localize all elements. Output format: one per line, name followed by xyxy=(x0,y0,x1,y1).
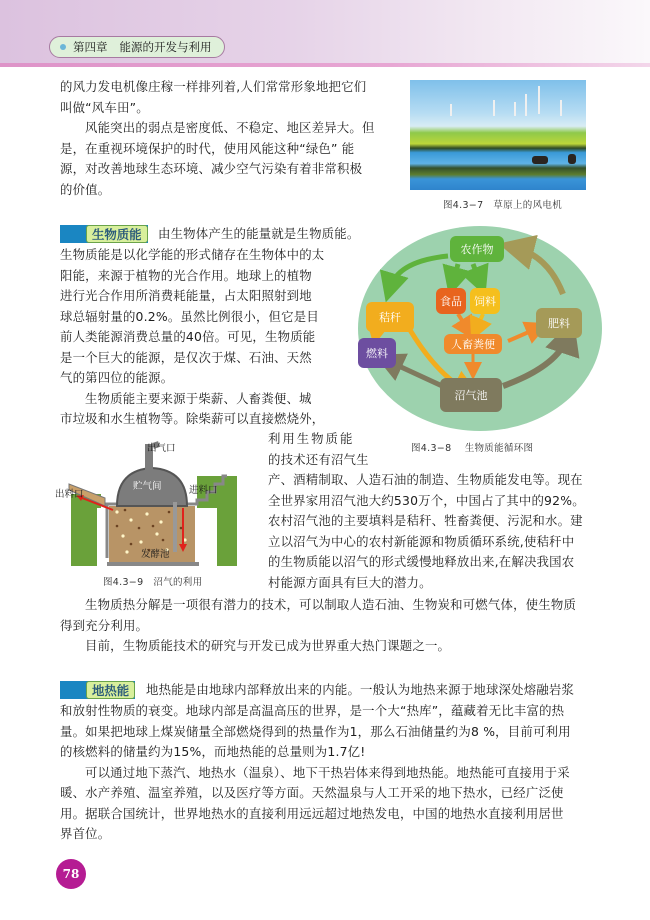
text-line: 源，对改善地球生态环境、减少空气污染有着非常积极 xyxy=(60,161,363,176)
text-line: 生物质热分解是一项很有潜力的技术，可以制取人造石油、生物炭和可燃气体，使生物质 xyxy=(85,597,577,612)
text-line: 产、酒精制取、人造石油的制造、生物质能发电等。现在 xyxy=(268,472,583,487)
page-number-badge: 78 xyxy=(56,859,86,889)
node-fuel: 燃料 xyxy=(358,338,396,368)
biogas-digester-diagram xyxy=(57,440,237,572)
biomass-closing-paragraphs xyxy=(60,595,620,657)
node-fertilizer: 肥料 xyxy=(536,308,582,338)
turbine-icon xyxy=(514,102,516,116)
label-gas-chamber: 贮气间 xyxy=(133,481,162,492)
cow-icon xyxy=(568,154,576,164)
cow-icon xyxy=(532,156,548,164)
chapter-number: 第四章 xyxy=(73,40,108,54)
label-inlet: 进料口 xyxy=(189,485,218,496)
text-line: 叫做“风车田”。 xyxy=(60,99,149,115)
bullet-dot-icon xyxy=(60,44,66,50)
text-line: 前人类能源消费总量的40倍。可见，生物质能 xyxy=(60,329,316,344)
text-line: 的生物质能以沼气的形式缓慢地释放出来,在解决我国农 xyxy=(268,554,575,569)
biomass-paragraph xyxy=(60,245,360,430)
turbine-icon xyxy=(450,104,452,116)
biomass-lead: 由生物体产生的能量就是生物质能。 xyxy=(158,226,360,241)
figure-label: 图4.3−8 xyxy=(411,443,452,454)
text-line: 风能突出的弱点是密度低、不稳定、地区差异大。但 xyxy=(85,120,375,135)
text-line: 用。据联合国统计，世界地热水的直接利用远远超过地热发电，中国的地热水直接利用居世 xyxy=(60,805,564,821)
turbine-icon xyxy=(538,86,540,114)
text-line: 得到充分利用。 xyxy=(60,617,149,633)
header-divider xyxy=(0,63,650,67)
text-line: 立以沼气为中心的农村新能源和物质循环系统,使秸秆中 xyxy=(268,533,575,549)
geothermal-paragraph xyxy=(60,701,620,845)
node-food: 食品 xyxy=(436,288,466,314)
figure-label: 图4.3−9 xyxy=(103,577,144,588)
wind-paragraph xyxy=(60,77,400,200)
label-fermentation-tank: 发酵池 xyxy=(141,549,170,560)
text-line: 全世界家用沼气池大约530万个，中国占了其中的92%。 xyxy=(268,492,585,508)
text-line: 的价值。 xyxy=(60,181,111,197)
text-line: 生物质能主要来源于柴薪、人畜粪便、城 xyxy=(85,390,312,406)
section-tag-geothermal xyxy=(60,681,135,699)
turbine-icon xyxy=(525,94,527,116)
figure-caption-4-3-7 xyxy=(443,197,562,211)
tag-bar xyxy=(60,681,135,699)
text-line: 生物质能是以化学能的形式储存在生物体中的太 xyxy=(60,247,325,262)
text-line: 农村沼气池的主要填料是秸秆、牲畜粪便、污泥和水。建 xyxy=(268,513,583,528)
text-line: 的核燃料的储量约为15%，而地热能的总量则为1.7亿! xyxy=(60,744,366,759)
text-line: 利用生物质能 xyxy=(268,431,355,446)
text-line: 阳能，来源于植物的光合作用。地球上的植物 xyxy=(60,267,312,283)
text-line: 气的第四位的能源。 xyxy=(60,370,174,385)
figure-caption-4-3-8 xyxy=(411,440,533,454)
section-tag-label: 生物质能 xyxy=(86,225,148,243)
text-line: 球总辐射量的0.2%。虽然比例很小，但它是目 xyxy=(60,308,319,324)
label-gas-outlet: 出气口 xyxy=(147,443,176,454)
wind-farm-photo xyxy=(410,80,586,190)
figure-caption-text: 生物质能循环图 xyxy=(464,443,534,454)
node-crops: 农作物 xyxy=(450,236,504,262)
chapter-pill xyxy=(49,36,225,58)
chapter-title: 能源的开发与利用 xyxy=(119,40,212,54)
text-line: 目前，生物质能技术的研究与开发已成为世界重大热门课题之一。 xyxy=(85,638,451,653)
label-outlet: 出料口 xyxy=(55,489,84,500)
tag-bar xyxy=(60,225,148,243)
biomass-paragraph-narrow xyxy=(268,429,388,470)
node-straw: 秸秆 xyxy=(366,302,414,332)
figure-caption-text: 草原上的风电机 xyxy=(493,200,562,211)
text-line: 可以通过地下蒸汽、地热水（温泉）、地下干热岩体来得到地热能。地热能可直接用于采 xyxy=(85,764,570,780)
turbine-icon xyxy=(560,100,562,116)
text-line: 是，在重视环境保护的时代，使用风能这种“绿色” 能 xyxy=(60,140,355,156)
text-line: 暖、水产养殖、温室养殖，以及医疗等方面。天然温泉与人工开采的地下热水，已经广泛使 xyxy=(60,785,564,800)
text-line: 界首位。 xyxy=(60,826,111,841)
text-line: 是一个巨大的能源，是仅次于煤、石油、天然 xyxy=(60,349,312,365)
text-line: 村能源方面具有巨大的潜力。 xyxy=(268,574,432,590)
section-tag-label: 地热能 xyxy=(86,681,135,699)
node-feed: 饲料 xyxy=(470,288,500,314)
node-manure: 人畜粪便 xyxy=(444,334,502,354)
node-biogas-digester: 沼气池 xyxy=(440,378,502,412)
figure-label: 图4.3−7 xyxy=(443,200,484,211)
text-line: 进行光合作用所消费耗能量，占太阳照射到地 xyxy=(60,288,312,303)
figure-caption-text: 沼气的利用 xyxy=(153,577,203,588)
text-line: 和放射性物质的衰变。地球内部是高温高压的世界，是一个大“热库”，蕴藏着无比丰富的热 xyxy=(60,703,565,718)
geothermal-lead: 地热能是由地球内部释放出来的内能。一般认为地热来源于地球深处熔融岩浆 xyxy=(146,682,575,697)
biomass-paragraph-wide xyxy=(268,470,608,593)
turbine-icon xyxy=(493,100,495,116)
text-line: 量。如果把地球上煤炭储量全部燃烧得到的热量作为1，那么石油储量约为8 %，目前可利用 xyxy=(60,723,571,739)
text-line: 的风力发电机像庄稼一样排列着,人们常常形象地把它们 xyxy=(60,79,367,94)
biomass-cycle-diagram xyxy=(358,226,602,431)
figure-caption-4-3-9 xyxy=(103,574,202,588)
text-line: 市垃圾和水生植物等。除柴薪可以直接燃烧外， xyxy=(60,411,325,426)
text-line: 的技术还有沼气生 xyxy=(268,451,369,467)
section-tag-biomass xyxy=(60,225,148,243)
